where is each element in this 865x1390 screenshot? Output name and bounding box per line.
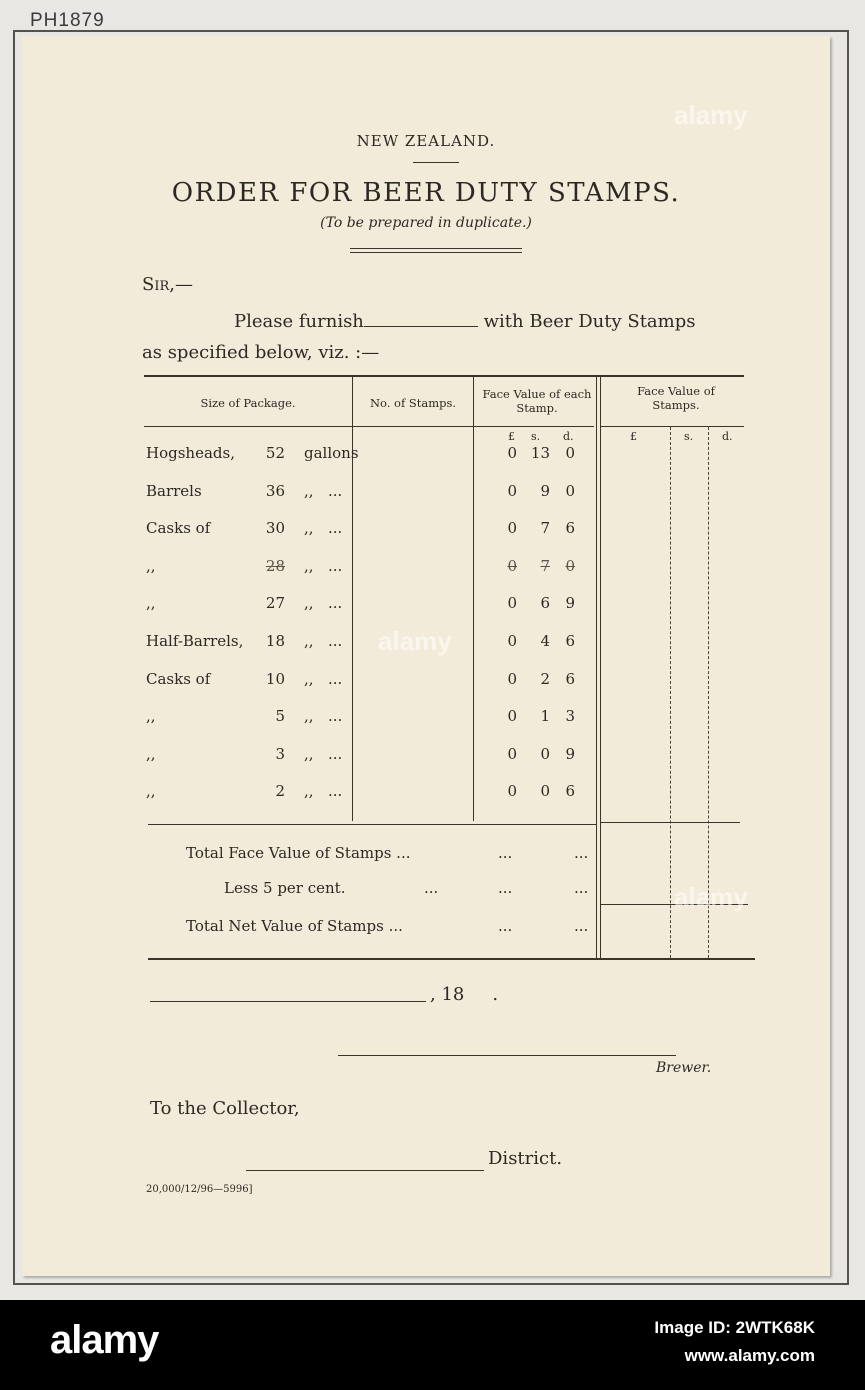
row-size: 27 [265,594,285,612]
less-dots-0: ... [424,879,439,897]
row-shillings: 0 [540,745,550,763]
unit-pence-total: d. [722,430,733,443]
row-unit: ,, [304,594,314,612]
unit-pounds-each: £ [508,430,515,443]
row-size: 18 [265,632,285,650]
row-dots: ... [328,670,343,688]
less-five-percent-label: Less 5 per cent. [224,879,346,897]
unit-shillings-each: s. [531,430,541,443]
row-pounds: 0 [507,745,517,763]
row-pence: 9 [565,745,575,763]
header-size-of-package: Size of Package. [200,396,296,410]
table-bottom-rule [148,958,755,960]
row-pounds: 0 [507,519,517,537]
row-label: ,, [146,707,156,725]
row-label: Barrels [146,482,202,500]
row-size: 10 [265,670,285,688]
request-line [234,308,695,332]
row-unit: ,, [304,557,314,575]
double-rule [350,248,522,253]
unit-shillings-total: s. [684,430,694,443]
row-dots: ... [328,594,343,612]
header-no-of-stamps: No. of Stamps. [369,396,457,410]
row-unit: gallons [304,444,359,462]
table-header-rule-left [144,426,594,427]
row-pounds: 0 [507,632,517,650]
table-header-rule-right [600,426,744,427]
row-pence: 6 [565,632,575,650]
row-pence: 0 [565,482,575,500]
row-dots: ... [328,519,343,537]
form-sheet [22,36,830,1276]
header-face-value-each: Face Value of each Stamp. [482,387,592,415]
row-pounds: 0 [507,670,517,688]
row-label: Casks of [146,670,211,688]
row-label: Casks of [146,519,211,537]
row-dots: ... [328,745,343,763]
row-pence: 0 [565,557,575,575]
date-blank-field[interactable] [150,1001,426,1002]
table-col-divider-2 [473,377,474,821]
row-unit: ,, [304,670,314,688]
row-size: 30 [265,519,285,537]
total-face-dots-1: ... [498,844,513,862]
row-size: 36 [265,482,285,500]
form-country: NEW ZEALAND. [356,132,496,150]
row-dots: ... [328,782,343,800]
row-shillings: 2 [540,670,550,688]
row-shillings: 4 [540,632,550,650]
row-dots: ... [328,632,343,650]
stock-site: www.alamy.com [684,1346,815,1365]
header-face-value-total: Face Value of Stamps. [637,384,715,412]
salutation: Sir,— [142,274,193,295]
row-pounds: 0 [507,444,517,462]
row-shillings: 9 [540,482,550,500]
row-pounds: 0 [507,707,517,725]
print-code: 20,000/12/96—5996] [146,1184,253,1195]
row-pence: 3 [565,707,575,725]
row-size: 52 [265,444,285,462]
row-pounds: 0 [507,594,517,612]
row-pounds: 0 [507,782,517,800]
row-unit: ,, [304,782,314,800]
row-shillings: 7 [540,557,550,575]
row-pounds: 0 [507,482,517,500]
row-label: Hogsheads, [146,444,235,462]
row-pounds: 0 [507,557,517,575]
form-subtitle: (To be prepared in duplicate.) [320,215,532,231]
stock-logo: alamy [50,1318,159,1362]
row-pence: 9 [565,594,575,612]
row-shillings: 6 [540,594,550,612]
request-line-2: as specified below, viz. :— [142,342,380,363]
watermark: alamy [378,626,452,656]
total-net-dots-1: ... [498,917,513,935]
date-year: , 18 . [430,984,499,1005]
row-shillings: 13 [530,444,550,462]
row-shillings: 1 [540,707,550,725]
furnish-blank-field[interactable] [364,308,478,327]
row-dots: ... [328,557,343,575]
brewer-signature-field[interactable] [338,1055,676,1056]
less-dots-2: ... [574,879,589,897]
catalog-number: PH1879 [30,10,105,31]
title-rule [413,162,459,163]
brewer-label: Brewer. [656,1060,712,1076]
table-col-divider-3 [596,377,597,958]
total-net-value-label: Total Net Value of Stamps ... [186,917,403,935]
district-label: District. [488,1148,563,1169]
table-top-rule [144,375,744,377]
row-dots: ... [328,482,343,500]
table-col-divider-3b [600,377,601,958]
row-pence: 0 [565,444,575,462]
row-label: ,, [146,594,156,612]
row-size: 28 [265,557,285,575]
row-shillings: 0 [540,782,550,800]
row-pence: 6 [565,519,575,537]
total-net-dots-2: ... [574,917,589,935]
table-rows-end-rule [148,824,596,825]
to-collector: To the Collector, [150,1098,300,1119]
row-dots: ... [328,707,343,725]
request-suffix: with Beer Duty Stamps [483,311,696,332]
request-prefix: Please furnish [234,311,364,332]
total-face-dots-2: ... [574,844,589,862]
watermark: alamy [674,882,748,912]
row-unit: ,, [304,519,314,537]
row-shillings: 7 [540,519,550,537]
row-unit: ,, [304,632,314,650]
form-title: ORDER FOR BEER DUTY STAMPS. [171,178,681,208]
totals-top-rule [600,822,740,823]
image-id: Image ID: 2WTK68K [654,1318,815,1337]
less-dots-1: ... [498,879,513,897]
stock-image-info [654,1314,815,1370]
unit-pence-each: d. [563,430,574,443]
district-blank-field[interactable] [246,1170,484,1171]
stock-footer [0,1300,865,1390]
row-size: 3 [275,745,285,763]
row-unit: ,, [304,745,314,763]
row-label: Half-Barrels, [146,632,244,650]
row-size: 5 [275,707,285,725]
row-size: 2 [275,782,285,800]
table-col-divider-shillings [670,427,671,958]
row-pence: 6 [565,670,575,688]
row-label: ,, [146,745,156,763]
unit-pounds-total: £ [630,430,637,443]
table-col-divider-pence [708,427,709,958]
watermark: alamy [674,100,748,130]
row-label: ,, [146,782,156,800]
row-pence: 6 [565,782,575,800]
row-unit: ,, [304,707,314,725]
total-face-value-label: Total Face Value of Stamps ... [186,844,411,862]
row-unit: ,, [304,482,314,500]
row-label: ,, [146,557,156,575]
